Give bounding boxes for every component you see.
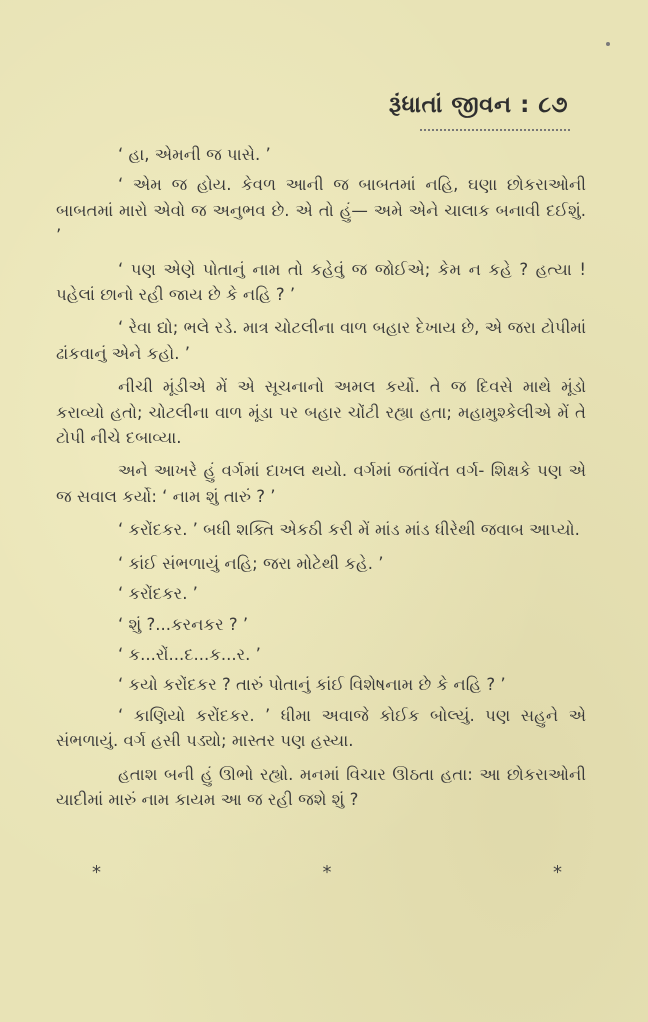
paragraph-5: નીચી મૂંડીએ મેં એ સૂચનાનો અમલ કર્યો. તે જ દિવસે માથે મૂંડો કરાવ્યો હતો; ચોટલીના વાળ મૂંડા પર બહાર ચોંટી રહ્યા હતા; મહામુશ્કેલીએ મેં તે ટોપી નીચે દબાવ્યા.: [56, 377, 586, 448]
paragraph-13: ‘ કાણિયો કરોંદકર. ’ ધીમા અવાજે કોઈક બોલ્યું. પણ સહુને એ સંભળાયું. વર્ગ હસી પડ્યો; માસ્તર પણ હસ્યા.: [56, 705, 586, 751]
paragraph-3: ‘ પણ એણે પોતાનું નામ તો કહેવું જ જોઈએ; કેમ ન કહે ? હત્યા ! પહેલાં છાનો રહી જાય છે કે નહિ ? ’: [56, 259, 586, 305]
paragraph-11: ‘ ક...રોં...દ...ક...ર. ’: [118, 644, 261, 664]
paragraph-9: ‘ કરોંદકર. ’: [118, 584, 198, 604]
paragraph-12: ‘ કયો કરોંદકર ? તારું પોતાનું કાંઈ વિશેષનામ છે કે નહિ ? ’: [118, 675, 506, 695]
page-body: [56, 142, 586, 820]
paragraph-4: ‘ રેવા દ્યો; ભલે રડે. માત્ર ચોટલીના વાળ બહાર દેખાય છે, એ જરા ટોપીમાં ઢાંકવાનું એને કહો. ’: [56, 318, 586, 363]
paragraph-2: ‘ એમ જ હોય. કેવળ આની જ બાબતમાં નહિ, ઘણા છોકરાઓની બાબતમાં મારો એવો જ અનુભવ છે. એ તો હું— અમે એને ચાલાક બનાવી દઈશું. ’: [56, 175, 586, 246]
paragraph-10: ‘ શું ?...કરનકર ? ’: [118, 614, 249, 634]
paragraph-6: અને આખરે હું વર્ગમાં દાખલ થયો. વર્ગમાં જતાંવેંત વર્ગ- શિક્ષકે પણ એ જ સવાલ કર્યો: ‘ નામ શું તારું ? ’: [56, 461, 586, 506]
header-rule: [420, 126, 570, 131]
paragraph-7: ‘ કરોંદકર. ’ બધી શક્તિ એકઠી કરી મેં માંડ માંડ ધીરેથી જવાબ આપ્યો.: [118, 520, 580, 540]
separator-star: *: [553, 862, 562, 883]
running-header: રૂંધાતાં જીવન : ૮૭: [388, 92, 568, 118]
paragraph-8: ‘ કાંઈ સંભળાયું નહિ; જરા મોટેથી કહે. ’: [118, 553, 384, 573]
separator-star: *: [322, 862, 332, 883]
page-speck: [606, 42, 610, 46]
paragraph-1: ‘ હા, એમની જ પાસે. ’: [118, 145, 271, 164]
separator-star: *: [92, 862, 101, 883]
paragraph-14: હતાશ બની હું ઊભો રહ્યો. મનમાં વિચાર ઊઠતા હતા: આ છોકરાઓની યાદીમાં મારું નામ કાયમ આ જ રહી જશે શું ?: [56, 764, 586, 809]
section-separator: [92, 862, 562, 883]
